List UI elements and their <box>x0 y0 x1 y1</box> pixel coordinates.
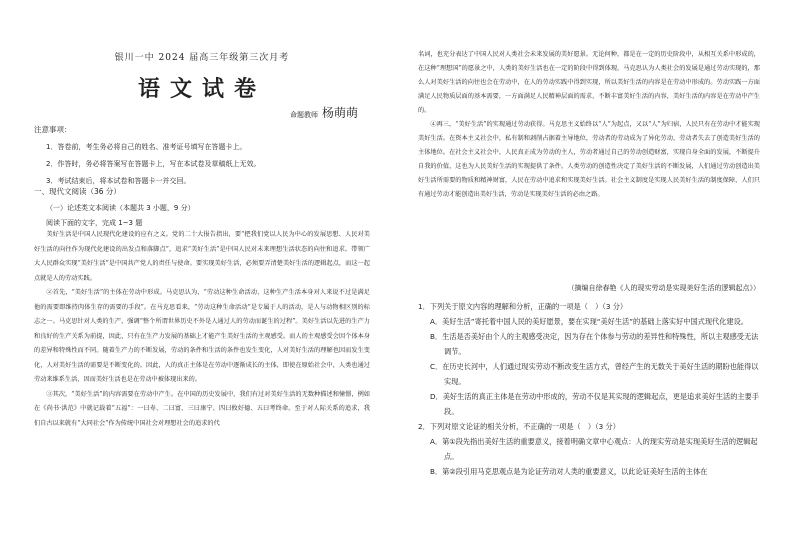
author-label: 命题教师 <box>289 111 318 119</box>
question-stem: 1．下列关于原文内容的理解和分析，正确的一项是（ ）（3 分） <box>418 302 628 311</box>
question-option: A．第①段先指出美好生活的重要意义，接着明确文章中心观点：人的现实劳动是实现美好生活的逻辑起点。 <box>430 437 758 461</box>
section-heading: 一、现代文阅读（36 分） <box>34 187 121 196</box>
question-option: C．在历史长河中，人们通过现实劳动不断改变生活方式，曾经产生的无数关于美好生活的期盼也能得以实现。 <box>430 362 759 386</box>
question-stem: 2．下列对原文论证的相关分析，不正确的一项是（ ）（3 分） <box>418 422 620 431</box>
note-item: 1．答卷前，考生务必将自己的姓名、准考证号填写在答题卡上。 <box>46 143 247 151</box>
question-option: D．美好生活的真正主体是在劳动中形成的，劳动不仅是其实现的逻辑起点，更是追求美好生活的主要手段。 <box>430 392 759 416</box>
article-source: （摘编自徐春艳《人的现实劳动是实现美好生活的逻辑起点》） <box>567 284 760 292</box>
note-item: 3．考试结束后，将本试卷和答题卡一并交回。 <box>46 177 191 185</box>
notes <box>34 124 370 186</box>
author-name: 杨萌萌 <box>321 106 358 120</box>
exam-header: 银川一中 2024 届高三年级第三次月考 <box>114 53 290 63</box>
article-paragraph: 名词，也充分表达了中国人民对人类社会未来发展的美好愿景。无论何种，都是在一定的历史阶段中，从相互关系中形成的，在这种“理想国”的愿景之中，人类的美好生活也在一定的阶段中得到体现。马克思认为人类社会的发展是通过劳动实现的，那么人对美好生活的向往也会在劳动中，在人的劳动实践中得到实现，所以美好生活的内容是在劳动中形成的。劳动实践一方面满足人民物质层面的基本需要，一方面满足人民精神层面的需求，不断丰富美好生活的内容，美好生活的内容是在劳动中产生的。 <box>418 51 760 114</box>
note-item: 2．作答时，务必将答案写在答题卡上，写在本试卷及草稿纸上无效。 <box>46 160 261 168</box>
author-line <box>290 104 358 121</box>
question-option: B．生活是否美好由个人的主观感受决定，因为存在个体参与劳动的差异性和特殊性，所以主观感受无法调节。 <box>430 332 759 356</box>
article-paragraph: ④再三，“美好生活”的实现通过劳动获得。马克思主义始终以“人”为起点，又以“人”为归宿，人民只有在劳动中才能实现美好生活。在资本主义社会中，私有制和剥削占据着主导地位，劳动者的劳动成为了异化劳动，劳动者失去了创造美好生活的主体地位。在社会主义社会中，人民真正成为劳动的主人，劳动者通过自己的劳动创造财富，实现自身全面的发展，不断提升自我的价值，这也为人民美好生活的实现提供了条件。人类劳动的创造性决定了美好生活的不断发展，人们通过劳动创造出美好生活所需要的物质和精神财富，人民在劳动中追求和实现美好生活。社会主义制度是实现人民美好生活的制度保障，人们只有通过劳动才能创造出美好生活，劳动是实现美好生活的必由之路。 <box>418 121 760 198</box>
notes-title: 注意事项： <box>34 125 72 134</box>
instruction: 阅读下面的文字，完成 1~3 题 <box>46 219 143 227</box>
sub-heading: （一）论述类文本阅读（本题共 3 小题，9 分） <box>46 204 195 212</box>
page-title: 语文试卷 <box>137 76 266 102</box>
article-right <box>418 48 760 280</box>
section-header <box>34 186 370 228</box>
article-left <box>34 228 370 548</box>
article-paragraph: ③其次，“美好生活”的内容需要在劳动中产生。在中国的历史发展中，我们有过对美好生活的无数种描述和憧憬，例如在《尚书·洪范》中就记载着“五福”：一曰寿、二曰富、三曰康宁、四曰攸好德、五曰考终命。至于对人际关系的追求，我们自古以来就有“大同社会”作为传统中国社会对理想社会的追求的代 <box>34 390 370 427</box>
article-paragraph: 美好生活是中国人民现代化建设的应有之义。党的二十大报告指出，要“把我们党以人民为中心的发展思想、人民对美好生活的向往作为现代化建设的出发点和落脚点”，追求“美好生活”是中国人民对未来理想生活状态的向往和追求。带领广大人民群众实现“美好生活”是中国共产党人的责任与使命。要实现美好生活，必须要弄清楚美好生活的逻辑起点，而这一起点就是人的劳动实践。 <box>34 231 370 282</box>
question-option: B．第②段引用马克思观点是为论证劳动对人类的重要意义，以此论证美好生活的主体在 <box>430 467 708 476</box>
question-option: A．美好生活”寄托着中国人民的美好愿景，要在实现“美好生活”的基础上落实好中国式现代化建设。 <box>430 317 748 326</box>
article-paragraph: ②首先，“美好生活”的主体在劳动中形成。马克思认为，“劳动这种生命活动、这种生产生活本身对人来说不过是满足他的需要即维持肉体生存的需要的手段”。在马克思看来，“劳动这种生命活动”是专属于人的活动，是人与动物相区别的标志之一。马克思针对人类的生产，强调“整个所谓世界历史不外是人通过人的劳动而诞生的过程”。美好生活以先进的生产力和良好的生产关系为前提，因此，只有在生产力发展的基础上才能产生美好生活的主观感受。而人的主观感受会因个体本身的差异和特殊性而不同。随着生产力的不断发展，劳动的条件和生活的条件也发生变化，人对美好生活的理解也因而发生变化，人对美好生活的需要是不断变化的。因此，人的真正主体是在劳动中逐渐成长的主体，即使在原始社会中，人类也通过劳动来维系生活，因而美好生活也是在劳动中被体现出来的。 <box>34 289 370 383</box>
questions <box>418 299 760 549</box>
